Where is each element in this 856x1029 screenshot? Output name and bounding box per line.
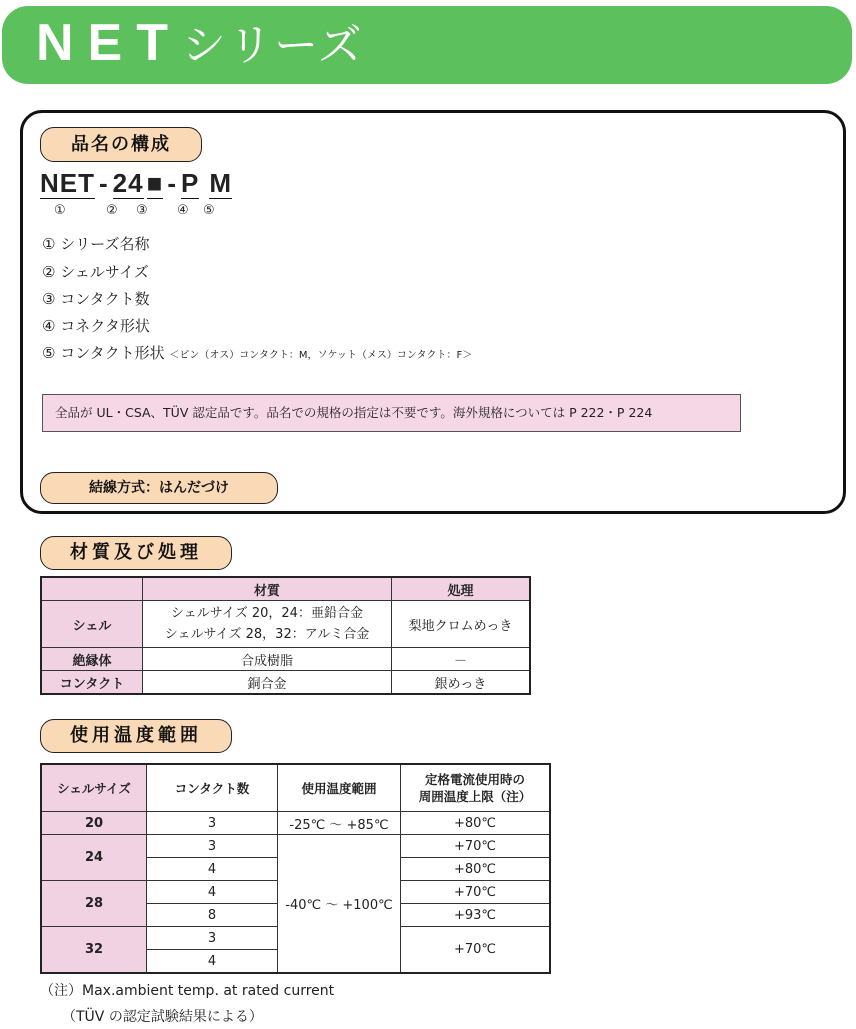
code-shape: P <box>180 168 200 198</box>
marker-2: ② <box>106 203 118 218</box>
table-row: 32 3 +70℃ <box>41 927 550 950</box>
table-row: コンタクト 銅合金 銀めっき <box>41 671 530 695</box>
list-item: ④ コネクタ形状 <box>42 317 150 335</box>
table-row: 4 +80℃ <box>41 858 550 881</box>
table-row: シェル シェルサイズ 20，24：亜鉛合金 シェルサイズ 28，32：アルミ合金 梨地クロムめっき <box>41 601 530 648</box>
table-row: 8 +93℃ <box>41 904 550 927</box>
marker-5: ⑤ <box>203 203 215 218</box>
marker-1: ① <box>54 203 66 218</box>
footnote: （注）Max.ambient temp. at rated current <box>40 983 335 999</box>
certification-notice: 全品が UL・CSA、TÜV 認定品です。品名での規格の指定は不要です。海外規格については P 222・P 224 <box>42 394 741 432</box>
list-item: ② シェルサイズ <box>42 263 149 281</box>
title-jp: シリーズ <box>182 20 364 71</box>
page-title <box>36 10 364 76</box>
table-row: 4 <box>41 950 550 974</box>
code-contacts: ■ <box>146 168 164 198</box>
footnote: （TÜV の認定試験結果による） <box>62 1009 263 1025</box>
part-number-code <box>40 168 232 204</box>
code-contact-type: M <box>209 168 232 198</box>
table-header-row: 材質 処理 <box>41 577 530 601</box>
table-header-row: シェルサイズ コンタクト数 使用温度範囲 定格電流使用時の 周囲温度上限（注） <box>41 764 550 812</box>
code-dash: - <box>167 168 177 198</box>
temperature-table <box>40 763 551 974</box>
section-heading-part-number: 品名の構成 <box>40 127 202 162</box>
code-size: 24 <box>112 168 144 198</box>
list-item: ③ コンタクト数 <box>42 290 150 308</box>
code-dash: - <box>99 168 109 198</box>
table-row: 24 3 -40℃ ～ +100℃ +70℃ <box>41 835 550 858</box>
list-item: ⑤ コンタクト形状 ＜ピン（オス）コンタクト：M，ソケット（メス）コンタクト：F＞ <box>42 344 473 362</box>
code-net: NET <box>40 168 95 198</box>
table-row: 20 3 -25℃ ～ +85℃ +80℃ <box>41 812 550 835</box>
list-item: ① シリーズ名称 <box>42 235 150 253</box>
contact-shape-note: ＜ピン（オス）コンタクト：M，ソケット（メス）コンタクト：F＞ <box>169 350 473 361</box>
section-heading-material: 材質及び処理 <box>40 536 232 570</box>
marker-3: ③ <box>136 203 148 218</box>
wiring-method-badge: 結線方式：はんだづけ <box>40 472 278 504</box>
material-table <box>40 576 531 695</box>
table-row: 絶縁体 合成樹脂 － <box>41 648 530 671</box>
section-heading-temperature: 使用温度範囲 <box>40 719 232 753</box>
table-row: 28 4 +70℃ <box>41 881 550 904</box>
title-en: NET <box>36 14 182 72</box>
marker-4: ④ <box>177 203 189 218</box>
